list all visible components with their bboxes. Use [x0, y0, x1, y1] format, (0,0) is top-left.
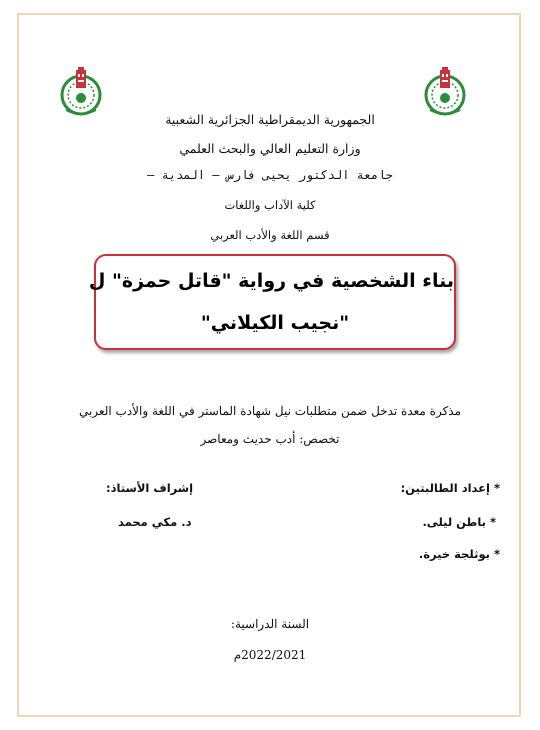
supervisor-heading: إشراف الأستاذ: [106, 481, 194, 495]
thesis-title-line-2: "نجيب الكيلاني" [200, 312, 350, 334]
thesis-title-line-1: بناء الشخصية في رواية "قاتل حمزة" ل [88, 270, 454, 292]
academic-year-value: 2022/2021م [233, 648, 307, 662]
university-name: جامعة الدكتور يحيى فارس – المدية – [147, 168, 393, 182]
university-logo-left [56, 66, 106, 118]
student-name-2: * بوثلجة خيرة. [418, 547, 500, 561]
department-name: قسم اللغة والأدب العربي [210, 228, 330, 242]
republic-name: الجمهورية الديمقراطية الجزائرية الشعبية [165, 112, 375, 127]
university-logo-right [420, 66, 470, 118]
thesis-title-box [88, 254, 456, 350]
student-name-1: * باطن ليلى. [422, 515, 496, 529]
students-heading: * إعداد الطالبتين: [400, 481, 500, 495]
ministry-name: وزارة التعليم العالي والبحث العلمي [179, 141, 361, 156]
faculty-name: كلية الآداب واللغات [224, 198, 316, 212]
memo-specialty: تخصص: أدب حديث ومعاصر [200, 432, 340, 446]
memo-description: مذكرة معدة تدخل ضمن متطلبات نيل شهادة الماستر في اللغة والأدب العربي [78, 404, 462, 418]
academic-year-label: السنة الدراسية: [230, 617, 310, 631]
supervisor-name: د. مكي محمد [118, 515, 192, 529]
